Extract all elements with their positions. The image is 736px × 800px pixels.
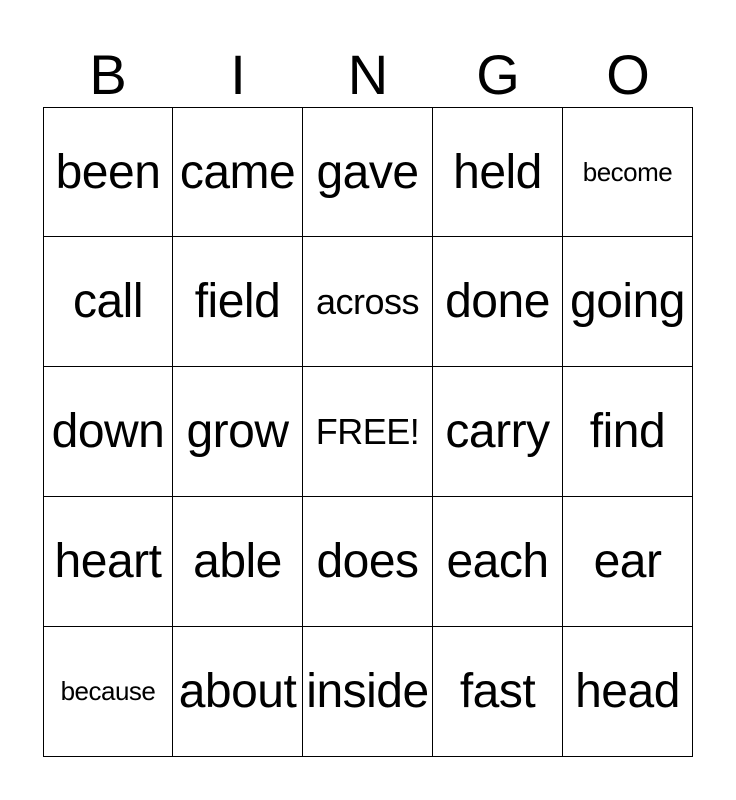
bingo-cell: held (433, 107, 563, 237)
header-letter-b: B (89, 43, 127, 106)
bingo-cell: does (303, 497, 433, 627)
bingo-cell: ear (563, 497, 693, 627)
bingo-cell: head (563, 627, 693, 757)
bingo-cell: came (173, 107, 303, 237)
bingo-cell: gave (303, 107, 433, 237)
bingo-cell: field (173, 237, 303, 367)
bingo-cell: find (563, 367, 693, 497)
bingo-cell: going (563, 237, 693, 367)
bingo-cell: across (303, 237, 433, 367)
bingo-cell: able (173, 497, 303, 627)
header-letter-i: I (230, 43, 246, 106)
bingo-cell: each (433, 497, 563, 627)
header-letter-g: G (476, 43, 520, 106)
free-space-cell: FREE! (303, 367, 433, 497)
bingo-header (43, 44, 693, 106)
bingo-cell: been (43, 107, 173, 237)
bingo-cell: about (173, 627, 303, 757)
bingo-grid (43, 107, 693, 757)
bingo-cell: fast (433, 627, 563, 757)
header-letter-n: N (347, 43, 389, 106)
bingo-cell: call (43, 237, 173, 367)
bingo-cell: because (43, 627, 173, 757)
bingo-cell: become (563, 107, 693, 237)
bingo-cell: carry (433, 367, 563, 497)
bingo-cell: down (43, 367, 173, 497)
bingo-cell: heart (43, 497, 173, 627)
header-letter-o: O (606, 43, 650, 106)
bingo-cell: grow (173, 367, 303, 497)
bingo-cell: inside (303, 627, 433, 757)
bingo-cell: done (433, 237, 563, 367)
